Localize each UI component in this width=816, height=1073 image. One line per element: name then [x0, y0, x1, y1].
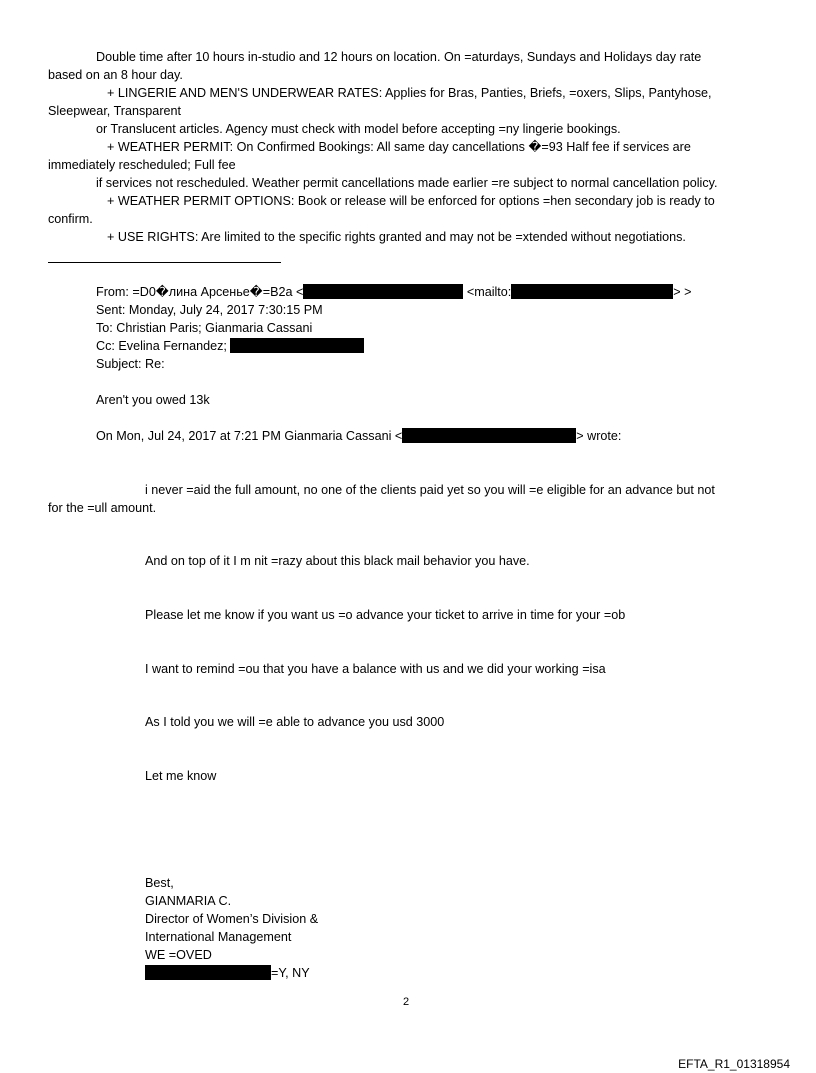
rates-line: immediately rescheduled; Full fee: [48, 158, 236, 172]
rates-line: + WEATHER PERMIT: On Confirmed Bookings: All same day cancellations �=93 Half fee if services are: [107, 140, 691, 154]
reply-text: Aren't you owed 13k: [96, 393, 210, 407]
rates-line: or Translucent articles. Agency must check with model before accepting =ny lingerie bookings.: [96, 122, 621, 136]
rates-line: Sleepwear, Transparent: [48, 104, 182, 118]
document-id: EFTA_R1_01318954: [678, 1057, 790, 1071]
redaction-box: [230, 338, 364, 353]
quoted-paragraph: i never =aid the full amount, no one of the clients paid yet so you will =e eligible for an advance but not: [145, 483, 715, 497]
rates-line: + USE RIGHTS: Are limited to the specific rights granted and may not be =xtended without negotiations.: [107, 230, 686, 244]
cc-line: [96, 337, 364, 355]
quoted-paragraph: And on top of it I m nit =razy about this black mail behavior you have.: [145, 554, 530, 568]
rates-line: Double time after 10 hours in-studio and 12 hours on location. On =aturdays, Sundays and Holidays day rate: [96, 50, 702, 64]
quoted-paragraph: As I told you we will =e able to advance you usd 3000: [145, 715, 445, 729]
quoted-paragraph: for the =ull amount.: [48, 501, 157, 515]
signature-line: Director of Women’s Division &: [145, 912, 319, 926]
cc-label: Cc: Evelina Fernandez;: [96, 339, 227, 353]
sent-line: Sent: Monday, July 24, 2017 7:30:15 PM: [96, 303, 323, 317]
rates-line: + WEATHER PERMIT OPTIONS: Book or release will be enforced for options =hen secondary job is ready to: [107, 194, 715, 208]
redaction-box: [303, 284, 463, 299]
rates-line: if services not rescheduled. Weather permit cancellations made earlier =re subject to normal cancellation policy.: [96, 176, 718, 190]
signature-line: Best,: [145, 876, 174, 890]
redaction-box: [402, 428, 576, 443]
signature-line: International Management: [145, 930, 292, 944]
signature-line: [145, 964, 310, 982]
rates-line: based on an 8 hour day.: [48, 68, 183, 82]
page-number: 2: [403, 996, 410, 1008]
quote-attribution: [96, 427, 621, 445]
subject-line: Subject: Re:: [96, 357, 165, 371]
to-line: To: Christian Paris; Gianmaria Cassani: [96, 321, 313, 335]
quoted-paragraph: Please let me know if you want us =o advance your ticket to arrive in time for your =ob: [145, 608, 626, 622]
quoted-paragraph: I want to remind =ou that you have a balance with us and we did your working =isa: [145, 662, 606, 676]
separator-rule: [48, 262, 281, 263]
quote-suffix: > wrote:: [576, 429, 622, 443]
quoted-paragraph: Let me know: [145, 769, 217, 783]
redaction-box: [145, 965, 271, 980]
signature-location: =Y, NY: [271, 966, 310, 980]
from-label: From: =D0�лина Арсенье�=B2a <: [96, 285, 304, 299]
signature-line: WE =OVED: [145, 948, 212, 962]
quote-prefix: On Mon, Jul 24, 2017 at 7:21 PM Gianmaria Cassani <: [96, 429, 403, 443]
mailto-label: <mailto:: [466, 285, 512, 299]
rates-line: + LINGERIE AND MEN'S UNDERWEAR RATES: Applies for Bras, Panties, Briefs, =oxers, Slips, Pantyhose,: [107, 86, 712, 100]
from-line: [96, 283, 692, 301]
from-suffix: > >: [673, 285, 692, 299]
rates-line: confirm.: [48, 212, 93, 226]
redaction-box: [511, 284, 673, 299]
signature-line: GIANMARIA C.: [145, 894, 232, 908]
